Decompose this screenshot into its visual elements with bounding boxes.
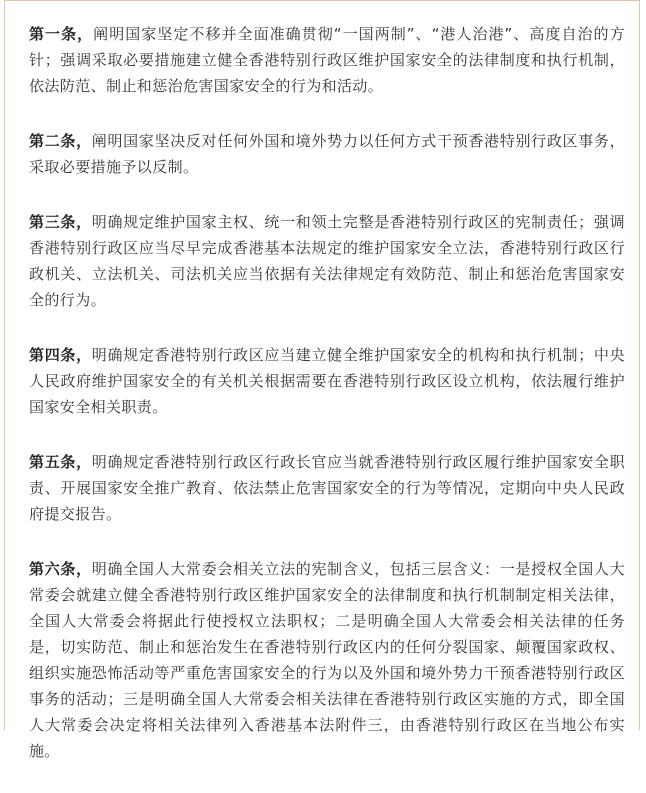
article-1-text: 阐明国家坚定不移并全面准确贯彻“一国两制”、“港人治港”、高度自治的方针；强调采取必要措施建立健全香港特别行政区维护国家安全的法律制度和执行机制，依法防范、制止和惩治危害国家安全的行为和活动。 — [29, 25, 625, 95]
article-4-label: 第四条， — [29, 346, 92, 364]
article-3-label: 第三条， — [29, 213, 92, 231]
article-2-text: 阐明国家坚决反对任何外国和境外势力以任何方式干预香港特别行政区事务，采取必要措施予以反制。 — [29, 132, 626, 176]
article-5 — [29, 449, 625, 527]
article-4 — [29, 342, 625, 420]
article-1 — [29, 21, 625, 99]
document-body — [29, 21, 625, 793]
article-5-text: 明确规定香港特别行政区行政长官应当就香港特别行政区履行维护国家安全职责、开展国家安全推广教育、依法禁止危害国家安全的行为等情况，定期向中央人民政府提交报告。 — [29, 453, 626, 523]
article-2 — [29, 128, 625, 180]
document-frame — [4, 0, 640, 760]
article-6-text: 明确全国人大常委会相关立法的宪制含义，包括三层含义：一是授权全国人大常委会就建立健全香港特别行政区维护国家安全的法律制度和执行机制制定相关法律，全国人大常委会将据此行使授权立法职权；二是明确全国人大常委会相关法律的任务是，切实防范、制止和惩治发生在香港特别行政区内的任何分裂国家、颠覆国家政权、组织实施恐怖活动等严重危害国家安全的行为以及外国和境外势力干预香港特别行政区事务的活动；三是明确全国人大常委会相关法律在香港特别行政区实施的方式，即全国人大常委会决定将相关法律列入香港基本法附件三，由香港特别行政区在当地公布实施。 — [29, 560, 626, 760]
article-3-text: 明确规定维护国家主权、统一和领土完整是香港特别行政区的宪制责任；强调香港特别行政区应当尽早完成香港基本法规定的维护国家安全立法，香港特别行政区行政机关、立法机关、司法机关应当依据有关法律规定有效防范、制止和惩治危害国家安全的行为。 — [29, 213, 626, 309]
article-2-label: 第二条， — [29, 132, 92, 150]
article-6 — [29, 556, 625, 764]
article-1-label: 第一条， — [29, 25, 94, 43]
article-6-label: 第六条， — [29, 560, 92, 578]
article-3 — [29, 209, 625, 313]
article-5-label: 第五条， — [29, 453, 92, 471]
article-4-text: 明确规定香港特别行政区应当建立健全维护国家安全的机构和执行机制；中央人民政府维护国家安全的有关机关根据需要在香港特别行政区设立机构，依法履行维护国家安全相关职责。 — [29, 346, 626, 416]
